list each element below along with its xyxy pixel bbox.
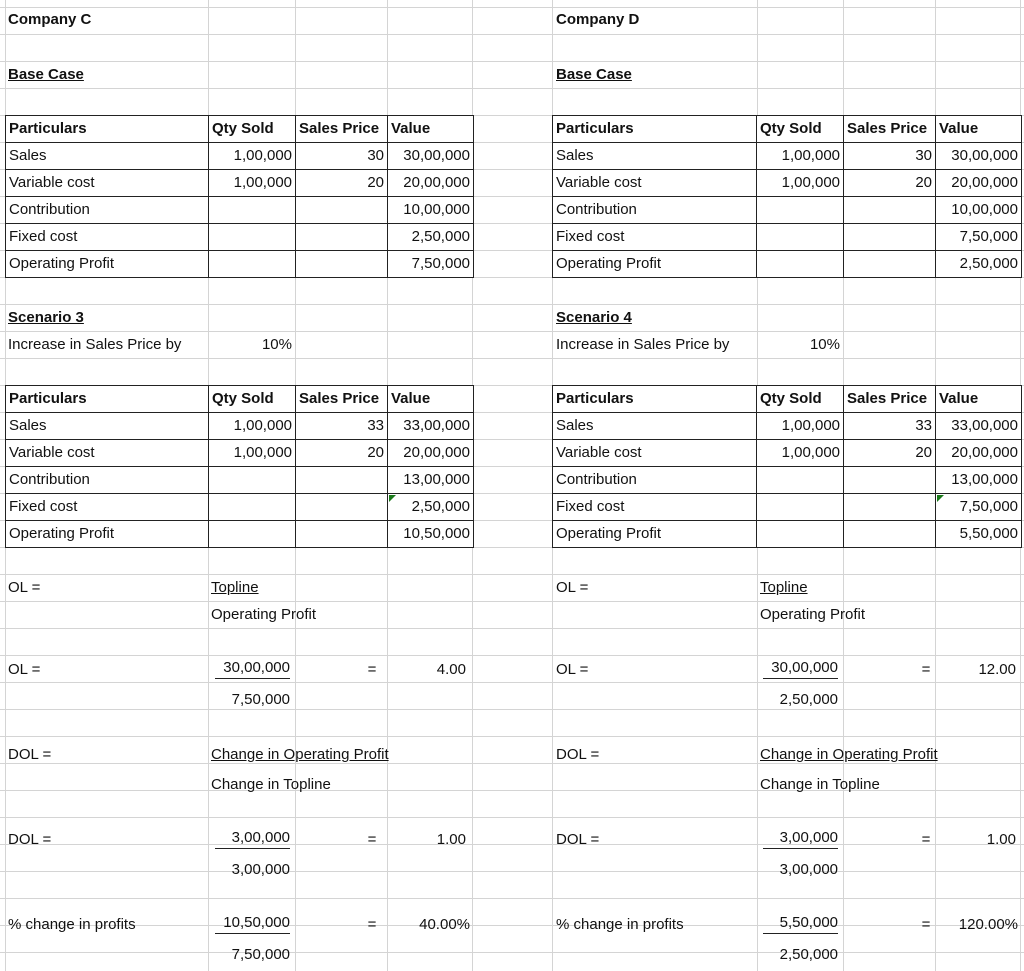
table-row <box>6 413 474 440</box>
cell-price[interactable] <box>296 521 388 548</box>
ol-label: OL = <box>556 661 589 678</box>
gridline-horizontal <box>0 871 1024 872</box>
cell-value[interactable]: 20,00,000 <box>388 440 474 467</box>
header-sales-price[interactable]: Sales Price <box>296 386 388 413</box>
cell-qty[interactable] <box>757 197 844 224</box>
dol-numerator-text: Change in Operating Profit <box>760 746 938 763</box>
table-row <box>6 440 474 467</box>
header-particulars[interactable]: Particulars <box>6 116 209 143</box>
dol-label: DOL = <box>556 831 600 848</box>
dol-denominator[interactable]: 3,00,000 <box>231 861 290 878</box>
cell-price[interactable] <box>844 224 936 251</box>
table-row <box>6 224 474 251</box>
equals-sign: = <box>367 916 377 933</box>
dol-numerator-text: Change in Operating Profit <box>211 746 389 763</box>
gridline-horizontal <box>0 682 1024 683</box>
table-row <box>553 197 1022 224</box>
equals-sign: = <box>367 831 377 848</box>
header-value[interactable]: Value <box>388 386 474 413</box>
cell-value[interactable]: 20,00,000 <box>936 170 1022 197</box>
cell-qty[interactable]: 1,00,000 <box>757 413 844 440</box>
company-title: Company C <box>8 11 92 28</box>
cell-particular[interactable]: Variable cost <box>553 170 757 197</box>
cell-price[interactable]: 33 <box>844 413 936 440</box>
cell-price[interactable] <box>844 467 936 494</box>
table-row <box>553 224 1022 251</box>
dol-denominator-text: Change in Topline <box>211 776 331 793</box>
table-row <box>553 467 1022 494</box>
cell-value[interactable] <box>388 494 474 521</box>
equals-sign: = <box>921 831 931 848</box>
cell-price[interactable] <box>844 251 936 278</box>
gridline-horizontal <box>0 601 1024 602</box>
cell-price[interactable]: 20 <box>296 440 388 467</box>
ol-numerator[interactable]: 30,00,000 <box>763 658 838 679</box>
table-row <box>553 494 1022 521</box>
gridline-horizontal <box>0 736 1024 737</box>
gridline-horizontal <box>0 709 1024 710</box>
cell-qty[interactable]: 1,00,000 <box>209 413 296 440</box>
cell-value[interactable]: 7,50,000 <box>936 224 1022 251</box>
cell-qty[interactable] <box>757 251 844 278</box>
ol-result[interactable]: 12.00 <box>978 661 1016 678</box>
gridline-horizontal <box>0 655 1024 656</box>
table-row <box>6 467 474 494</box>
dol-denominator[interactable]: 3,00,000 <box>779 861 838 878</box>
ol-numerator[interactable]: 30,00,000 <box>215 658 290 679</box>
pct-numerator[interactable]: 5,50,000 <box>763 913 838 934</box>
cell-value-text: 7,50,000 <box>959 498 1018 515</box>
cell-value[interactable]: 2,50,000 <box>388 224 474 251</box>
cell-qty[interactable] <box>757 494 844 521</box>
cell-value[interactable]: 20,00,000 <box>936 440 1022 467</box>
table-row <box>553 143 1022 170</box>
table-row <box>553 251 1022 278</box>
cell-price[interactable] <box>296 197 388 224</box>
gridline-horizontal <box>0 925 1024 926</box>
cell-particular[interactable]: Operating Profit <box>6 251 209 278</box>
gridline-horizontal <box>0 898 1024 899</box>
gridline-horizontal <box>0 331 1024 332</box>
ol-numerator-text: Topline <box>760 579 808 596</box>
cell-qty[interactable] <box>209 521 296 548</box>
ol-denominator[interactable]: 7,50,000 <box>231 691 290 708</box>
header-sales-price[interactable]: Sales Price <box>844 116 936 143</box>
header-value[interactable]: Value <box>936 116 1022 143</box>
cell-qty[interactable]: 1,00,000 <box>209 143 296 170</box>
cell-particular[interactable]: Fixed cost <box>553 224 757 251</box>
cell-particular[interactable]: Fixed cost <box>6 494 209 521</box>
cell-price[interactable] <box>296 251 388 278</box>
cell-qty[interactable] <box>209 224 296 251</box>
cell-value[interactable]: 5,50,000 <box>936 521 1022 548</box>
table-row <box>6 170 474 197</box>
table-header-row <box>553 386 1022 413</box>
gridline-horizontal <box>0 304 1024 305</box>
dol-label: DOL = <box>556 746 600 763</box>
base-case-title: Base Case <box>556 66 632 83</box>
cell-price[interactable]: 20 <box>844 170 936 197</box>
table-row <box>553 413 1022 440</box>
header-sales-price[interactable]: Sales Price <box>296 116 388 143</box>
formula-indicator-icon <box>937 495 944 502</box>
pct-denominator[interactable]: 7,50,000 <box>231 946 290 963</box>
header-qty-sold[interactable]: Qty Sold <box>209 386 296 413</box>
cell-value[interactable]: 20,00,000 <box>388 170 474 197</box>
cell-particular[interactable]: Sales <box>553 413 757 440</box>
header-particulars[interactable]: Particulars <box>553 116 757 143</box>
base-case-title: Base Case <box>8 66 84 83</box>
cell-particular[interactable]: Variable cost <box>6 170 209 197</box>
increase-label: Increase in Sales Price by <box>8 336 182 353</box>
dol-numerator[interactable]: 3,00,000 <box>215 828 290 849</box>
gridline-horizontal <box>0 61 1024 62</box>
header-qty-sold[interactable]: Qty Sold <box>757 386 844 413</box>
ol-label: OL = <box>556 579 589 596</box>
cell-particular[interactable]: Variable cost <box>6 440 209 467</box>
cell-value[interactable]: 30,00,000 <box>936 143 1022 170</box>
gridline-horizontal <box>0 628 1024 629</box>
gridline-horizontal <box>0 7 1024 8</box>
dol-result[interactable]: 1.00 <box>436 831 466 848</box>
header-qty-sold[interactable]: Qty Sold <box>209 116 296 143</box>
pct-result[interactable]: 40.00% <box>419 916 470 933</box>
table-header-row <box>6 386 474 413</box>
cell-particular[interactable]: Sales <box>6 143 209 170</box>
header-particulars[interactable]: Particulars <box>6 386 209 413</box>
header-sales-price[interactable]: Sales Price <box>844 386 936 413</box>
scenario-title: Scenario 3 <box>8 309 84 326</box>
cell-particular[interactable]: Sales <box>553 143 757 170</box>
cell-qty[interactable] <box>757 521 844 548</box>
dol-numerator[interactable]: 3,00,000 <box>763 828 838 849</box>
scenario-table <box>5 385 474 548</box>
base-case-table <box>552 115 1022 278</box>
pct-change-label: % change in profits <box>8 916 136 933</box>
cell-value[interactable]: 30,00,000 <box>388 143 474 170</box>
table-row <box>553 170 1022 197</box>
table-row <box>553 440 1022 467</box>
cell-particular[interactable]: Contribution <box>6 197 209 224</box>
table-row <box>6 251 474 278</box>
cell-particular[interactable]: Fixed cost <box>6 224 209 251</box>
cell-price[interactable] <box>296 467 388 494</box>
cell-particular[interactable]: Variable cost <box>553 440 757 467</box>
increase-label: Increase in Sales Price by <box>556 336 730 353</box>
cell-qty[interactable]: 1,00,000 <box>209 440 296 467</box>
ol-denominator[interactable]: 2,50,000 <box>779 691 838 708</box>
company-title: Company D <box>556 11 640 28</box>
dol-label: DOL = <box>8 746 52 763</box>
cell-price[interactable]: 20 <box>296 170 388 197</box>
pct-change-label: % change in profits <box>556 916 684 933</box>
cell-value[interactable]: 2,50,000 <box>936 251 1022 278</box>
equals-sign: = <box>921 661 931 678</box>
cell-price[interactable]: 30 <box>296 143 388 170</box>
header-value[interactable]: Value <box>936 386 1022 413</box>
cell-particular[interactable]: Operating Profit <box>6 521 209 548</box>
cell-qty[interactable] <box>209 251 296 278</box>
cell-particular[interactable]: Contribution <box>553 197 757 224</box>
table-row <box>6 143 474 170</box>
ol-denominator-text: Operating Profit <box>760 606 866 623</box>
ol-denominator-text: Operating Profit <box>211 606 317 623</box>
table-row <box>6 521 474 548</box>
cell-price[interactable] <box>844 521 936 548</box>
increase-value[interactable]: 10% <box>261 336 292 353</box>
pct-denominator[interactable]: 2,50,000 <box>779 946 838 963</box>
cell-qty[interactable]: 1,00,000 <box>757 143 844 170</box>
pct-result[interactable]: 120.00% <box>958 916 1018 933</box>
cell-value[interactable]: 10,00,000 <box>388 197 474 224</box>
increase-value[interactable]: 10% <box>809 336 840 353</box>
cell-particular[interactable]: Operating Profit <box>553 251 757 278</box>
ol-label: OL = <box>8 661 41 678</box>
table-row <box>553 521 1022 548</box>
table-row <box>6 197 474 224</box>
cell-price[interactable] <box>296 494 388 521</box>
cell-price[interactable]: 20 <box>844 440 936 467</box>
gridline-horizontal <box>0 34 1024 35</box>
cell-qty[interactable]: 1,00,000 <box>757 170 844 197</box>
cell-price[interactable] <box>844 494 936 521</box>
cell-price[interactable] <box>296 224 388 251</box>
equals-sign: = <box>921 916 931 933</box>
cell-price[interactable]: 33 <box>296 413 388 440</box>
gridline-horizontal <box>0 817 1024 818</box>
gridline-horizontal <box>0 844 1024 845</box>
ol-result[interactable]: 4.00 <box>436 661 466 678</box>
cell-value[interactable]: 13,00,000 <box>936 467 1022 494</box>
scenario-title: Scenario 4 <box>556 309 632 326</box>
table-header-row <box>6 116 474 143</box>
gridline-horizontal <box>0 574 1024 575</box>
formula-indicator-icon <box>389 495 396 502</box>
cell-value[interactable]: 10,50,000 <box>388 521 474 548</box>
gridline-horizontal <box>0 358 1024 359</box>
cell-qty[interactable] <box>209 494 296 521</box>
cell-qty[interactable] <box>757 224 844 251</box>
cell-qty[interactable] <box>757 467 844 494</box>
cell-qty[interactable]: 1,00,000 <box>209 170 296 197</box>
table-header-row <box>553 116 1022 143</box>
cell-particular[interactable]: Operating Profit <box>553 521 757 548</box>
cell-value[interactable]: 33,00,000 <box>388 413 474 440</box>
cell-qty[interactable] <box>209 197 296 224</box>
header-particulars[interactable]: Particulars <box>553 386 757 413</box>
cell-particular[interactable]: Sales <box>6 413 209 440</box>
ol-numerator-text: Topline <box>211 579 259 596</box>
cell-particular[interactable]: Contribution <box>553 467 757 494</box>
dol-label: DOL = <box>8 831 52 848</box>
cell-value[interactable]: 13,00,000 <box>388 467 474 494</box>
header-qty-sold[interactable]: Qty Sold <box>757 116 844 143</box>
cell-value[interactable]: 10,00,000 <box>936 197 1022 224</box>
cell-qty[interactable] <box>209 467 296 494</box>
cell-value[interactable]: 33,00,000 <box>936 413 1022 440</box>
cell-qty[interactable]: 1,00,000 <box>757 440 844 467</box>
cell-value[interactable] <box>936 494 1022 521</box>
gridline-horizontal <box>0 952 1024 953</box>
equals-sign: = <box>367 661 377 678</box>
scenario-table <box>552 385 1022 548</box>
cell-price[interactable] <box>844 197 936 224</box>
ol-label: OL = <box>8 579 41 596</box>
cell-particular[interactable]: Contribution <box>6 467 209 494</box>
table-row <box>6 494 474 521</box>
cell-value-text: 2,50,000 <box>411 498 470 515</box>
dol-denominator-text: Change in Topline <box>760 776 880 793</box>
cell-value[interactable]: 7,50,000 <box>388 251 474 278</box>
cell-particular[interactable]: Fixed cost <box>553 494 757 521</box>
dol-result[interactable]: 1.00 <box>986 831 1016 848</box>
base-case-table <box>5 115 474 278</box>
pct-numerator[interactable]: 10,50,000 <box>215 913 290 934</box>
header-value[interactable]: Value <box>388 116 474 143</box>
cell-price[interactable]: 30 <box>844 143 936 170</box>
gridline-horizontal <box>0 88 1024 89</box>
